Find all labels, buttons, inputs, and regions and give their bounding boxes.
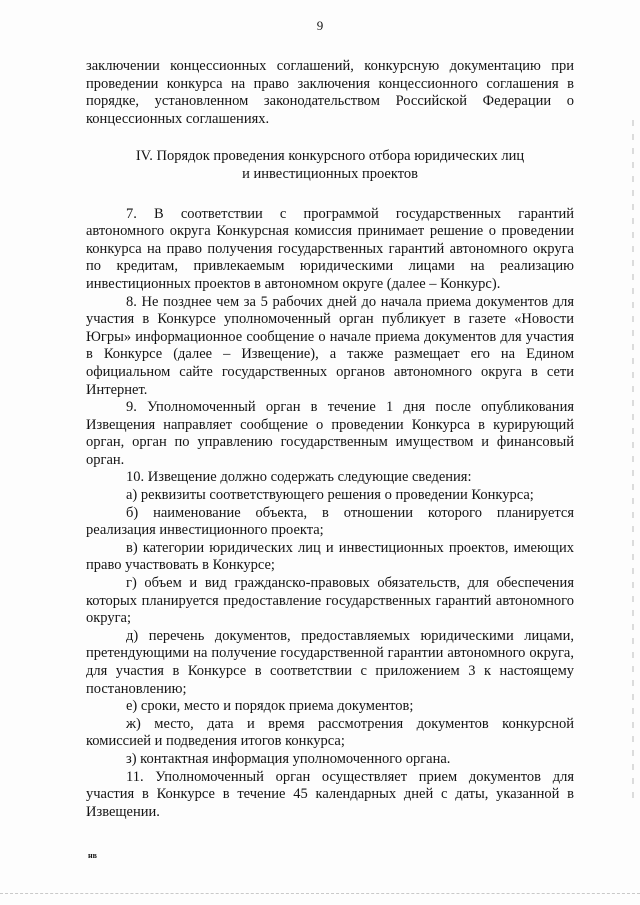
footer-initials: нв: [88, 851, 97, 860]
paragraph-10: 10. Извещение должно содержать следующие сведения:: [126, 469, 472, 486]
document-body: [86, 58, 574, 821]
paragraph-11: 11. Уполномоченный орган осуществляет прием документов для участия в Конкурсе в течение 45 календарных дней с даты, указанной в Извещении.: [86, 768, 574, 820]
section-heading-line-2: и инвестиционных проектов: [242, 165, 418, 182]
paragraph-9: 9. Уполномоченный орган в течение 1 дня после опубликования Извещения направляет сообщение о проведении Конкурса в курирующий орган, орган по управлению государственным имуществом и финансовый орган.: [86, 399, 574, 468]
scan-edge-artifact: [632, 120, 634, 800]
list-item-g: г) объем и вид гражданско-правовых обязательств, для обеспечения которых планируется предоставление государственных гарантий автономного округа;: [86, 575, 574, 627]
list-item-e: е) сроки, место и порядок приема документов;: [126, 698, 414, 715]
list-item-zh: ж) место, дата и время рассмотрения документов конкурсной комиссией и подведения итогов конкурса;: [86, 715, 574, 750]
list-item-v: в) категории юридических лиц и инвестиционных проектов, имеющих право участвовать в Конкурсе;: [86, 539, 574, 574]
page-number: 9: [316, 18, 324, 33]
list-item-z: з) контактная информация уполномоченного органа.: [126, 750, 451, 767]
section-heading-line-1: IV. Порядок проведения конкурсного отбора юридических лиц: [135, 148, 525, 165]
list-item-b: б) наименование объекта, в отношении которого планируется реализация инвестиционного проекта;: [86, 504, 574, 539]
paragraph-7: 7. В соответствии с программой государственных гарантий автономного округа Конкурсная комиссия принимает решение о проведении конкурса на право получения государственных гарантий автономного округа по кредитам, привлекаемым юридическими лицами на реализацию инвестиционных проектов в автономном округе (далее – Конкурс).: [86, 205, 574, 292]
scan-artifact-line: [0, 893, 640, 894]
paragraph-8: 8. Не позднее чем за 5 рабочих дней до начала приема документов для участия в Конкурсе уполномоченный орган публикует в газете «Новости Югры» информационное сообщение о начале приема документов для участия в Конкурсе (далее – Извещение), а также размещает его на Едином официальном сайте государственных органов автономного округа в сети Интернет.: [86, 293, 574, 398]
list-item-d: д) перечень документов, предоставляемых юридическими лицами, претендующими на получение государственной гарантии автономного округа, для участия в Конкурсе в соответствии с приложением 3 к настоящему постановлению;: [86, 627, 574, 697]
paragraph-continuation: заключении концессионных соглашений, конкурсную документацию при проведении конкурса на право заключения концессионного соглашения в порядке, установленном законодательством Российской Федерации о концессионных соглашениях.: [86, 58, 574, 127]
list-item-a: а) реквизиты соответствующего решения о проведении Конкурса;: [126, 487, 534, 504]
